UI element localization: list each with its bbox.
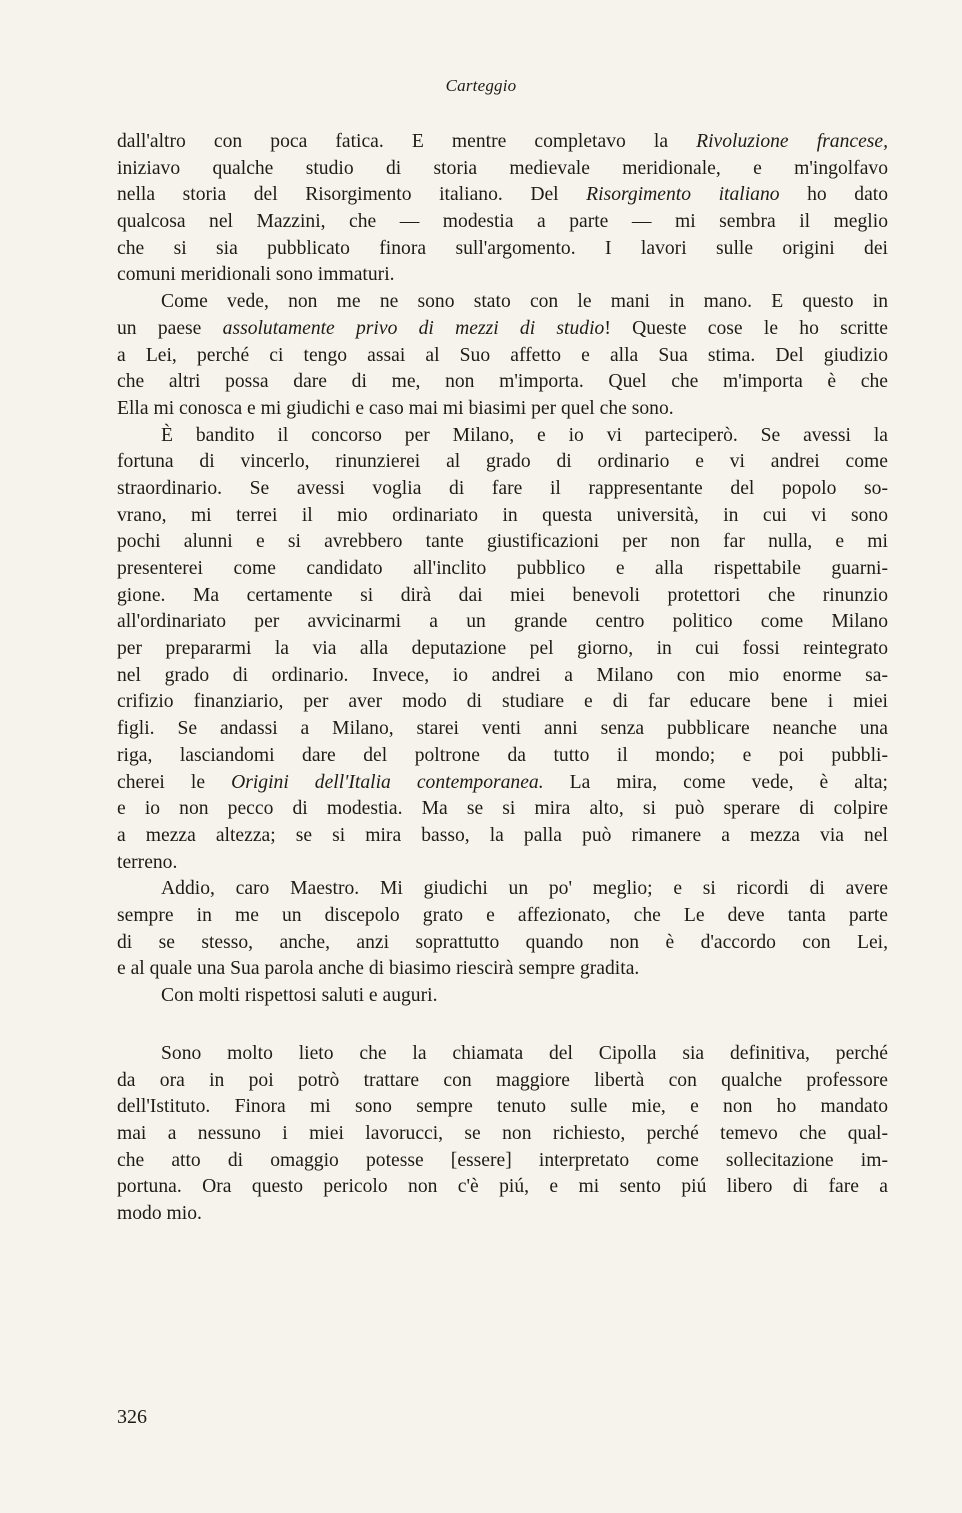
text-line: Con molti rispettosi saluti e auguri. (161, 985, 438, 1006)
text-line: nella storia del Risorgimento italiano. Del Risorgimento italiano ho dato (117, 184, 888, 206)
text-line: per prepararmi la via alla deputazione pel giorno, in cui fossi reintegrato (117, 638, 888, 660)
running-title: Carteggio (445, 76, 517, 95)
text-line: fortuna di vincerlo, rinunzierei al grado di ordinario e vi andrei come (117, 451, 888, 473)
text-line: cherei le Origini dell'Italia contemporanea. La mira, come vede, è alta; (117, 771, 888, 793)
text-line: figli. Se andassi a Milano, starei venti anni senza pubblicare neanche una (117, 718, 888, 740)
text-line: pochi alunni e si avrebbero tante giustificazioni per non far nulla, e mi (117, 531, 888, 553)
text-line: che si sia pubblicato finora sull'argomento. I lavori sulle origini dei (117, 237, 888, 259)
text-line: vrano, mi terrei il mio ordinariato in questa università, in cui vi sono (117, 504, 888, 526)
text-line: e io non pecco di modestia. Ma se si mira alto, si può sperare di colpire (117, 798, 888, 820)
text-line: un paese assolutamente privo di mezzi di studio! Queste cose le ho scritte (117, 317, 888, 339)
text-line: che altri possa dare di me, non m'importa. Quel che m'importa è che (117, 371, 888, 393)
text-line: terreno. (117, 851, 178, 873)
text-line: portuna. Ora questo pericolo non c'è piú, e mi sento piú libero di fare a (117, 1176, 888, 1198)
text-line: Come vede, non me ne sono stato con le mani in mano. E questo in (161, 291, 888, 313)
text-line: a Lei, perché ci tengo assai al Suo affetto e alla Sua stima. Del giudizio (117, 344, 888, 366)
text-line: presenterei come candidato all'inclito pubblico e alla rispettabile guarni- (117, 558, 888, 579)
text-line: a mezza altezza; se si mira basso, la palla può rimanere a mezza via nel (117, 824, 888, 846)
text-line: all'ordinariato per avvicinarmi a un grande centro politico come Milano (117, 611, 888, 633)
text-line: da ora in poi potrò trattare con maggiore libertà con qualche professore (117, 1069, 888, 1091)
text-line: Addio, caro Maestro. Mi giudichi un po' meglio; e si ricordi di avere (161, 878, 888, 900)
text-line: qualcosa nel Mazzini, che — modestia a parte — mi sembra il meglio (117, 211, 888, 233)
text-line: Sono molto lieto che la chiamata del Cipolla sia definitiva, perché (161, 1043, 888, 1064)
text-line: dell'Istituto. Finora mi sono sempre tenuto sulle mie, e non ho mandato (117, 1096, 888, 1118)
text-line: modo mio. (117, 1203, 202, 1225)
text-line: riga, lasciandomi dare del poltrone da tutto il mondo; e poi pubbli- (117, 744, 888, 766)
text-line: crifizio finanziario, per aver modo di studiare e di far educare bene i miei (117, 691, 888, 713)
letter-body (117, 129, 888, 1010)
text-line: dall'altro con poca fatica. E mentre completavo la Rivoluzione francese, (117, 131, 888, 152)
text-line: sempre in me un discepolo grato e affezionato, che Le deve tanta parte (117, 904, 888, 926)
text-line: iniziavo qualche studio di storia medievale meridionale, e m'ingolfavo (117, 157, 888, 179)
text-line: nel grado di ordinario. Invece, io andrei a Milano con mio enorme sa- (117, 664, 888, 686)
text-line: comuni meridionali sono immaturi. (117, 264, 395, 286)
text-line: e al quale una Sua parola anche di biasimo riescirà sempre gradita. (117, 958, 640, 980)
text-line: Ella mi conosca e mi giudichi e caso mai mi biasimi per quel che sono. (117, 397, 674, 419)
text-line: mai a nessuno i miei lavorucci, se non richiesto, perché temevo che qual- (117, 1123, 888, 1145)
text-line: straordinario. Se avessi voglia di fare il rappresentante del popolo so- (117, 477, 888, 499)
text-line: gione. Ma certamente si dirà dai miei benevoli protettori che rinunzio (117, 584, 888, 606)
text-line: che atto di omaggio potesse [essere] interpretato come sollecitazione im- (117, 1149, 888, 1171)
page-number: 326 (117, 1406, 147, 1428)
text-line: di se stesso, anche, anzi soprattutto quando non è d'accordo con Lei, (117, 931, 888, 953)
postscript (117, 1041, 888, 1228)
text-line: È bandito il concorso per Milano, e io vi parteciperò. Se avessi la (161, 424, 888, 446)
